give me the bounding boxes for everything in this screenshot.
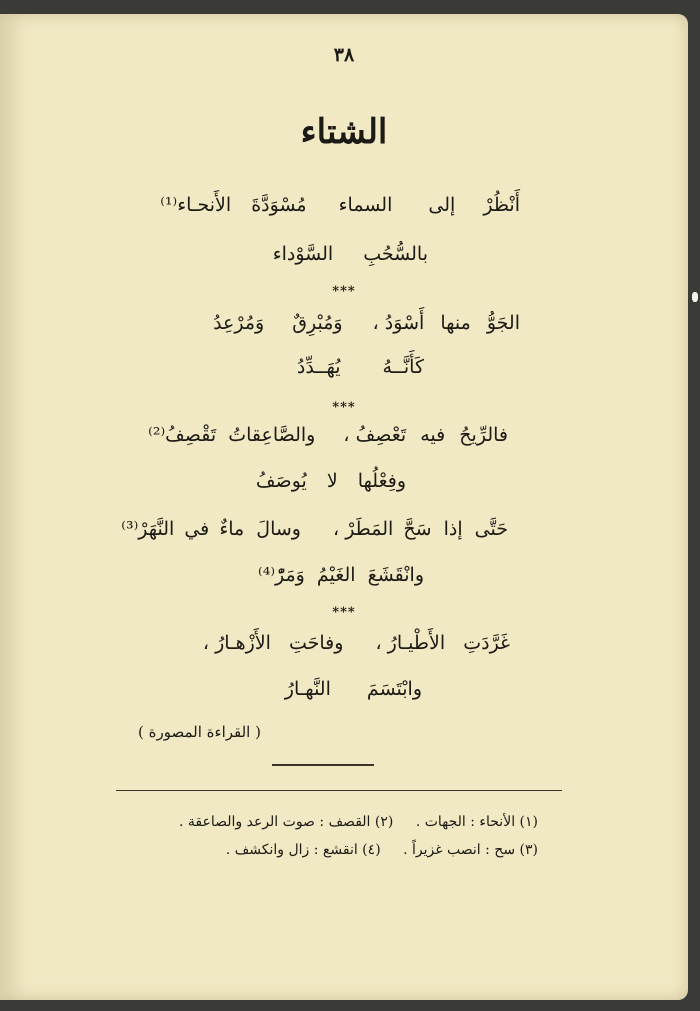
verse-word: وفاحَتِ [288,632,344,654]
verse-word: الغَيْمُ [316,564,356,586]
footnote: (١) الأنحاء : الجهات . [415,814,538,830]
verse-word: ماءٌ [219,518,245,540]
verse-word: إذا [443,518,463,540]
verse-word: الجَوُّ [486,312,520,334]
verse-word: تَقْصِفُ⁽²⁾ [148,424,217,446]
verse-line [297,356,424,378]
source-citation: ( القراءة المصورة ) [138,723,261,741]
verse-word: حَتَّى [474,518,508,540]
page-number: ٣٨ [333,44,355,66]
verse-word: والصَّاعِقاتُ [228,424,316,446]
verse-word: إلى [428,194,456,216]
verse-word: فالرِّيحُ [459,424,508,446]
verse-word: النَّهَرْ⁽³⁾ [121,518,175,540]
verse-word: بالسُّحُبِ [363,243,428,265]
divider-short [272,764,374,766]
verse-word: مُسْوَدَّةَ [251,194,307,216]
stanza-separator: *** [332,284,356,299]
footnote-line [208,842,538,858]
footnote: (٤) انقشع : زال وانكشف . [225,842,381,858]
edge-mark [692,292,698,302]
footnote: (٢) القصف : صوت الرعد والصاعقة . [179,814,394,830]
footnote: (٣) سح : انصب غزيراً . [403,842,538,858]
stanza-separator: *** [332,605,356,620]
verse-word: سَحَّ [403,518,432,540]
verse-word: الأَزْهـارُ ، [202,632,271,654]
verse-word: الأَنحـاء⁽¹⁾ [160,194,232,216]
verse-word: أَسْوَدُ ، [372,312,425,334]
verse-word: يُوصَفُ [255,470,307,492]
verse-word: أَنْظُرْ [483,194,520,216]
verse-line [256,470,406,492]
verse-word: المَطَرْ ، [333,518,394,540]
verse-line [285,678,422,700]
verse-word: كَأَنَّــهُ [382,356,424,378]
verse-word: منها [440,312,471,334]
verse-word: يُهَــدِّدُ [296,356,341,378]
verse-word: تَعْصِفُ ، [343,424,407,446]
verse-line [160,194,520,216]
verse-word: السماء [338,194,393,216]
verse-word: فيه [420,424,446,446]
footnote-line [161,814,538,830]
stanza-separator: *** [332,400,356,415]
verse-word: غَرَّدَتِ [463,632,510,654]
verse-word: الأَطْيـارُ ، [375,632,446,654]
verse-word: وسالَ [256,518,301,540]
verse-word: لا [326,470,338,492]
verse-word: وَمُبْرِقٌ [292,312,343,334]
verse-word: وفِعْلُها [357,470,406,492]
divider-footnotes [116,790,562,791]
verse-word: وابْتَسَمَ [366,678,422,700]
verse-word: النَّهـارُ [284,678,331,700]
verse-line [203,632,510,654]
verse-word: وَمُرْعِدُ [213,312,265,334]
verse-word: وانْقَشَعَ [367,564,424,586]
verse-line [273,243,428,265]
verse-line [258,564,424,586]
verse-line [121,518,508,540]
verse-line [148,424,508,446]
verse-word: في [184,518,210,540]
verse-line [213,312,520,334]
verse-word: وَمَرّْ⁽⁴⁾ [258,564,305,586]
poem-title: الشتاء [300,112,388,152]
verse-word: السَّوْداء [272,243,334,265]
